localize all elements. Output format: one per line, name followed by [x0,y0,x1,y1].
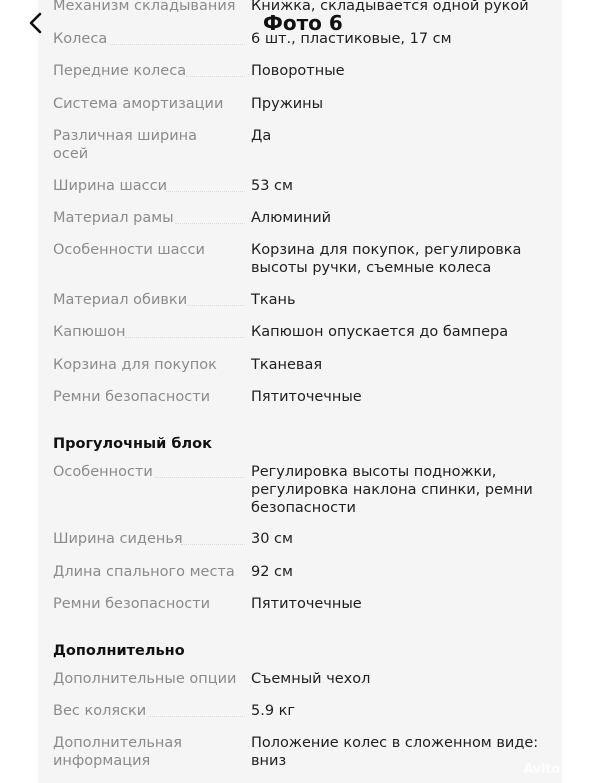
spec-value: Пятиточечные [251,596,362,612]
spec-value: Пружины [251,96,324,112]
spec-label: Ремни безопасности [53,596,211,612]
section-title: Прогулочный блок [53,436,212,452]
spec-label: Корзина для покупок [53,357,217,373]
spec-value: 92 см [251,564,293,580]
spec-value: Книжка, складывается одной рукой [251,0,529,14]
spec-label: Капюшон [53,324,126,340]
spec-label: Ремни безопасности [53,389,211,405]
spec-value: Регулировка высоты подножки, регулировка наклона спинки, ремни безопасности [251,464,533,516]
spec-value: Съемный чехол [251,671,371,687]
spec-value: Поворотные [251,63,345,79]
spec-value: Капюшон опускается до бампера [251,324,509,340]
spec-value: Корзина для покупок, регулировка высоты ручки, съемные колеса [251,242,522,276]
spec-value: Положение колес в сложенном виде: вниз [251,735,539,769]
spec-label: Механизм складывания [53,0,236,14]
spec-value: 6 шт., пластиковые, 17 см [251,31,452,47]
dotted-leader [148,716,245,717]
spec-value: Да [251,128,272,144]
spec-value: 53 см [251,178,293,194]
spec-label: Дополнительная информация [53,735,182,769]
spec-label: Различная ширина осей [53,128,197,162]
chevron-left-icon [28,12,44,34]
dotted-leader [166,191,245,192]
avito-watermark: Avito [523,762,560,777]
spec-label: Особенности [53,464,153,480]
spec-label: Особенности шасси [53,242,205,258]
spec-value: Тканевая [251,357,323,373]
dotted-leader [125,337,245,338]
spec-label: Длина спального места [53,564,235,580]
dotted-leader [175,223,245,224]
spec-label: Ширина сиденья [53,531,183,547]
spec-value: 30 см [251,531,293,547]
spec-value: 5.9 кг [251,703,296,719]
page-title: Фото 6 [263,11,343,35]
spec-label: Передние колеса [53,63,187,79]
dotted-leader [187,305,245,306]
spec-label: Материал рамы [53,210,174,226]
spec-label: Система амортизации [53,96,224,112]
viewer-header [0,0,600,46]
dotted-leader [155,477,245,478]
section-title: Дополнительно [53,643,185,659]
dotted-leader [186,76,245,77]
spec-label: Колеса [53,31,108,47]
spec-label: Материал обивки [53,292,188,308]
spec-value: Алюминий [251,210,332,226]
spec-label: Дополнительные опции [53,671,237,687]
dotted-leader [181,544,245,545]
spec-value: Ткань [251,292,296,308]
spec-label: Ширина шасси [53,178,168,194]
spec-value: Пятиточечные [251,389,362,405]
back-button[interactable] [22,9,50,37]
spec-label: Вес коляски [53,703,147,719]
